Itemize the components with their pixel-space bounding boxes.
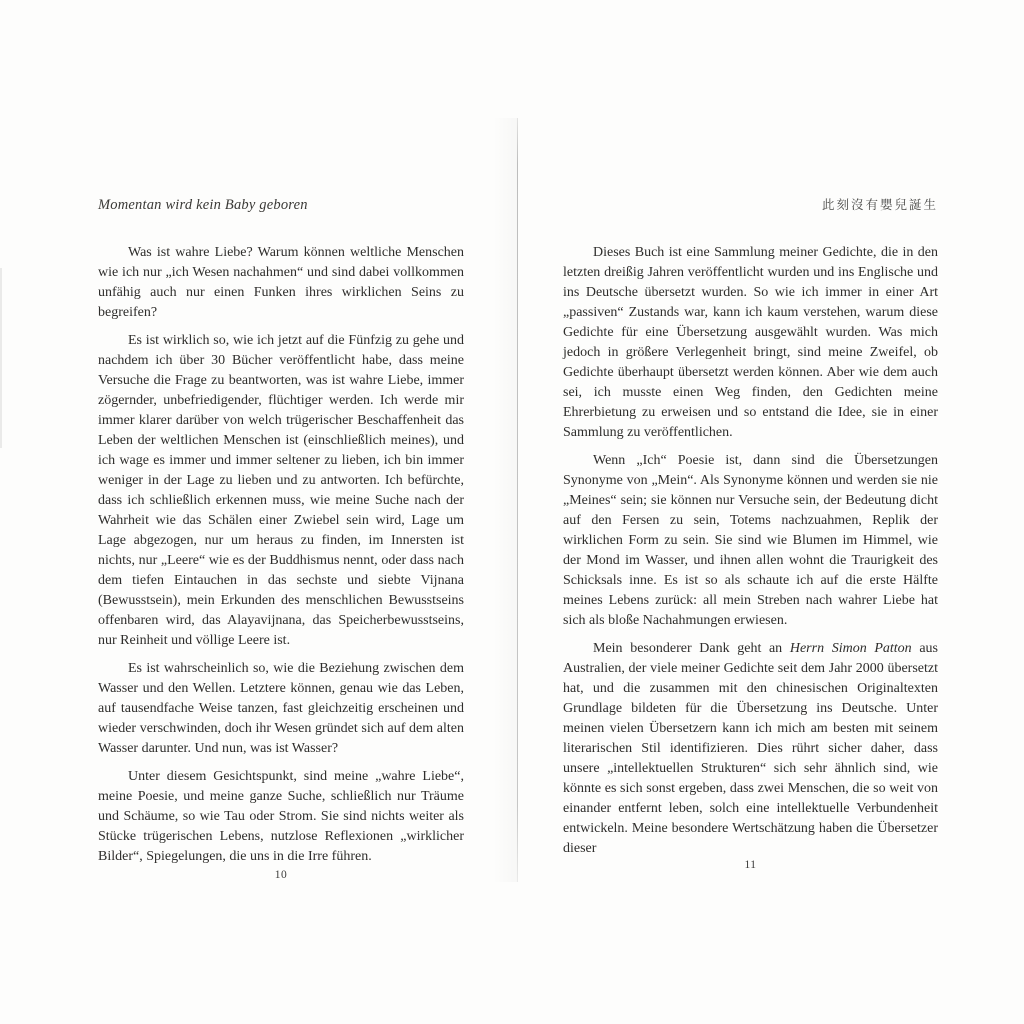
left-page-text bbox=[98, 243, 464, 867]
left-running-header: Momentan wird kein Baby geboren bbox=[98, 197, 308, 213]
right-paragraph-3-end: aus Australien, der viele meiner Gedichte seit dem Jahr 2000 übersetzt hat, und die zusammen mit den chinesischen Originaltexten Grundlage bildeten für die Übersetzung ins Deutsche. Unter meinen vielen Übersetzern kann ich mich am besten mit seinem literarischen Stil identifizieren. Dies rührt sicher daher, dass unsere „intellektuellen Strukturen“ sich sehr ähnlich sind, wie könnte es sich sonst ergeben, dass zwei Menschen, die so weit von einander entfernt leben, solch eine intellektuelle Verbundenheit entwickeln. Meine besondere Wertschätzung haben die Übersetzer dieser bbox=[563, 641, 938, 856]
right-page bbox=[563, 197, 938, 871]
right-paragraph-3-start: Mein besonderer Dank geht an bbox=[593, 641, 790, 656]
scan-edge-artifact bbox=[0, 268, 2, 448]
right-running-header: 此刻沒有嬰兒誕生 bbox=[821, 198, 938, 212]
right-paragraph-3 bbox=[563, 639, 938, 859]
right-page-number: 11 bbox=[744, 859, 757, 871]
right-page-text bbox=[563, 243, 938, 859]
right-paragraph-2: Wenn „Ich“ Poesie ist, dann sind die Übersetzungen Synonyme von „Mein“. Als Synonyme können und werden sie nie „Meines“ sein; sie können nur Versuche sein, der Bedeutung dicht auf den Fersen zu sein, Totems nachzuahmen, Replik der wirklichen Form zu sein. Sie sind wie Blumen im Himmel, wie der Mond im Wasser, und ihnen allen wohnt die Traurigkeit des Schicksals inne. Es ist so als schaute ich auf die erste Hälfte meines Lebens zurück: all mein Streben nach wahrer Liebe hat sich als bloße Nachahmungen erwiesen. bbox=[563, 453, 938, 628]
left-page bbox=[98, 197, 464, 881]
left-paragraph-2: Es ist wirklich so, wie ich jetzt auf die Fünfzig zu gehe und nachdem ich über 30 Bücher veröffentlicht habe, dass meine Versuche die Frage zu beantworten, was ist wahre Liebe, immer zögernder, unbefriedigender, flüchtiger werden. Ich werde mir immer klarer darüber von welch trügerischer Beschaffenheit das Leben der weltlichen Menschen ist (einschließlich meines), und ich wage es immer und immer seltener zu lieben, ich bin immer weniger in der Lage zu lieben und zu antworten. Ich befürchte, dass ich schließlich erkennen muss, wie meine Suche nach der Wahrheit wie das Schälen einer Zwiebel sein wird, Lage um Lage abgezogen, nur um heraus zu finden, im Innersten ist nichts, nur „Leere“ wie es der Buddhismus nennt, oder dass nach dem tiefen Eintauchen in das sechste und siebte Vijnana (Bewusstsein), mein Erkunden des menschlichen Bewusstseins offenbaren wird, das Alayavijnana, das Speicherbewusstseins, nur Reinheit und völlige Leere ist. bbox=[98, 333, 464, 648]
right-paragraph-1: Dieses Buch ist eine Sammlung meiner Gedichte, die in den letzten dreißig Jahren veröffentlicht wurden und ins Englische und ins Deutsche übersetzt wurden. So wie ich immer in einer Art „passiven“ Zustands war, kann ich kaum verstehen, warum diese Gedichte für eine Übersetzung ausgewählt wurden. Was mich jedoch in größere Verlegenheit bringt, sind meine Zweifel, ob Gedichte überhaupt übersetzt werden können. Aber wie dem auch sei, ich musste einen Weg finden, den Gedichten meine Ehrerbietung zu erweisen und so entstand die Idee, sie in einer Sammlung zu veröffentlichen. bbox=[563, 245, 938, 440]
left-paragraph-4: Unter diesem Gesichtspunkt, sind meine „wahre Liebe“, meine Poesie, und meine ganze Suche, schließlich nur Träume und Schäume, so wie Tau oder Strom. Sie sind nichts weiter als Stücke trügerischen Lebens, nutzlose Reflexionen „wirklicher Bilder“, Spiegelungen, die uns in die Irre führen. bbox=[98, 769, 464, 864]
gutter-shadow bbox=[493, 118, 517, 882]
gutter-line bbox=[517, 118, 518, 882]
left-page-number: 10 bbox=[274, 869, 288, 881]
left-paragraph-3: Es ist wahrscheinlich so, wie die Beziehung zwischen dem Wasser und den Wellen. Letztere können, genau wie das Leben, auf tausendfache Weise tanzen, fast gleichzeitig erscheinen und wieder verschwinden, doch ihr Wesen gründet sich auf dem alten Wasser darunter. Und nun, was ist Wasser? bbox=[98, 661, 464, 756]
translator-name-italic: Herrn Simon Patton bbox=[789, 641, 912, 656]
left-paragraph-1: Was ist wahre Liebe? Warum können weltliche Menschen wie ich nur „ich Wesen nachahmen“ und sind dabei vollkommen unfähig auch nur einen Funken ihres wirklichen Seins zu begreifen? bbox=[98, 245, 464, 320]
